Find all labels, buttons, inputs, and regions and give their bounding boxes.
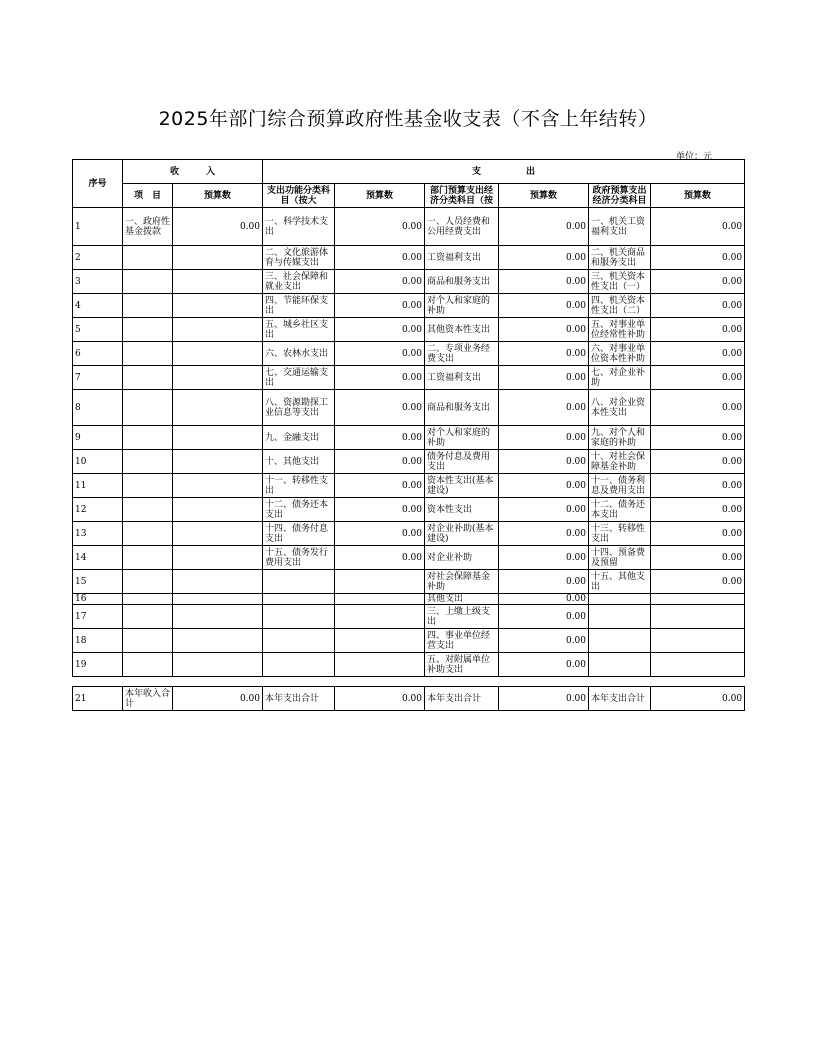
dept-item: 其他支出 <box>425 594 499 605</box>
func-item: 四、节能环保支出 <box>263 294 335 318</box>
func-item: 一、科学技术支出 <box>263 208 335 246</box>
dept-amount: 0.00 <box>499 342 589 366</box>
dept-item: 对社会保障基金补助 <box>425 570 499 594</box>
gov-amount: 0.00 <box>651 270 745 294</box>
func-amount: 0.00 <box>335 366 425 390</box>
table-row <box>73 498 745 522</box>
gov-amount: 0.00 <box>651 318 745 342</box>
total-row <box>73 687 745 711</box>
gov-amount <box>651 629 745 653</box>
row-seq: 4 <box>73 294 123 318</box>
income-item <box>123 594 173 605</box>
total-row-seq: 21 <box>73 687 123 711</box>
income-item <box>123 294 173 318</box>
dept-amount: 0.00 <box>499 208 589 246</box>
header-item: 项 目 <box>123 184 173 208</box>
income-item <box>123 474 173 498</box>
income-amount <box>173 498 263 522</box>
dept-amount: 0.00 <box>499 246 589 270</box>
dept-amount: 0.00 <box>499 546 589 570</box>
func-item: 二、文化旅游体育与传媒支出 <box>263 246 335 270</box>
gov-item <box>589 629 651 653</box>
dept-item: 对企业补助 <box>425 546 499 570</box>
dept-item: 债务付息及费用支出 <box>425 450 499 474</box>
income-amount <box>173 474 263 498</box>
row-seq: 19 <box>73 653 123 677</box>
func-amount: 0.00 <box>335 450 425 474</box>
table-body <box>73 160 745 711</box>
row-seq: 10 <box>73 450 123 474</box>
func-item: 六、农林水支出 <box>263 342 335 366</box>
table-row <box>73 318 745 342</box>
dept-amount: 0.00 <box>499 294 589 318</box>
table-row <box>73 450 745 474</box>
func-item <box>263 605 335 629</box>
income-item <box>123 366 173 390</box>
gov-amount: 0.00 <box>651 342 745 366</box>
income-item <box>123 426 173 450</box>
header-expense: 支 出 <box>263 160 745 184</box>
table-row <box>73 342 745 366</box>
gov-item: 八、对企业资本性支出 <box>589 390 651 426</box>
gov-amount: 0.00 <box>651 246 745 270</box>
table-row <box>73 629 745 653</box>
func-amount <box>335 653 425 677</box>
unit-label: 单位：元 <box>675 152 712 162</box>
func-amount <box>335 629 425 653</box>
row-seq: 15 <box>73 570 123 594</box>
income-amount <box>173 653 263 677</box>
total-gov-amount: 0.00 <box>651 687 745 711</box>
dept-item: 二、专项业务经费支出 <box>425 342 499 366</box>
gov-amount: 0.00 <box>651 498 745 522</box>
income-item <box>123 270 173 294</box>
income-amount <box>173 246 263 270</box>
income-amount <box>173 450 263 474</box>
dept-amount: 0.00 <box>499 318 589 342</box>
gov-item: 十、对社会保障基金补助 <box>589 450 651 474</box>
gov-amount: 0.00 <box>651 474 745 498</box>
total-income-amount: 0.00 <box>173 687 263 711</box>
gov-item: 十五、其他支出 <box>589 570 651 594</box>
dept-item: 一、人员经费和公用经费支出 <box>425 208 499 246</box>
table-row <box>73 294 745 318</box>
gov-amount: 0.00 <box>651 450 745 474</box>
func-item: 十、其他支出 <box>263 450 335 474</box>
dept-amount: 0.00 <box>499 594 589 605</box>
func-amount <box>335 605 425 629</box>
func-item <box>263 629 335 653</box>
income-item <box>123 246 173 270</box>
dept-amount: 0.00 <box>499 522 589 546</box>
gov-amount: 0.00 <box>651 570 745 594</box>
dept-amount: 0.00 <box>499 474 589 498</box>
dept-amount: 0.00 <box>499 366 589 390</box>
row-seq: 14 <box>73 546 123 570</box>
gov-amount: 0.00 <box>651 426 745 450</box>
row-seq: 3 <box>73 270 123 294</box>
func-item: 十一、转移性支出 <box>263 474 335 498</box>
dept-item: 商品和服务支出 <box>425 390 499 426</box>
gov-item <box>589 594 651 605</box>
income-item <box>123 522 173 546</box>
income-amount <box>173 342 263 366</box>
func-amount: 0.00 <box>335 294 425 318</box>
gov-amount <box>651 653 745 677</box>
table-row <box>73 522 745 546</box>
spacer-row <box>73 677 745 687</box>
table-row <box>73 570 745 594</box>
income-item <box>123 498 173 522</box>
func-item: 五、城乡社区支出 <box>263 318 335 342</box>
income-amount <box>173 318 263 342</box>
func-item: 三、社会保障和就业支出 <box>263 270 335 294</box>
row-seq: 6 <box>73 342 123 366</box>
func-amount: 0.00 <box>335 522 425 546</box>
dept-item: 对个人和家庭的补助 <box>425 426 499 450</box>
gov-amount: 0.00 <box>651 390 745 426</box>
dept-amount: 0.00 <box>499 570 589 594</box>
func-item: 十五、债务发行费用支出 <box>263 546 335 570</box>
income-item <box>123 342 173 366</box>
table-row <box>73 474 745 498</box>
income-amount <box>173 390 263 426</box>
dept-amount: 0.00 <box>499 605 589 629</box>
gov-item <box>589 605 651 629</box>
func-amount: 0.00 <box>335 474 425 498</box>
total-dept-item: 本年支出合计 <box>425 687 499 711</box>
dept-item: 三、上缴上级支出 <box>425 605 499 629</box>
gov-item: 一、机关工资福利支出 <box>589 208 651 246</box>
table-row <box>73 390 745 426</box>
income-amount <box>173 594 263 605</box>
header-budget-gov: 预算数 <box>651 184 745 208</box>
row-seq: 2 <box>73 246 123 270</box>
dept-amount: 0.00 <box>499 450 589 474</box>
row-seq: 12 <box>73 498 123 522</box>
gov-amount: 0.00 <box>651 208 745 246</box>
func-item <box>263 653 335 677</box>
dept-item: 其他资本性支出 <box>425 318 499 342</box>
func-amount <box>335 594 425 605</box>
header-budget-func: 预算数 <box>335 184 425 208</box>
table-row <box>73 653 745 677</box>
income-amount <box>173 270 263 294</box>
dept-amount: 0.00 <box>499 653 589 677</box>
row-seq: 7 <box>73 366 123 390</box>
header-budget-income: 预算数 <box>173 184 263 208</box>
gov-amount <box>651 605 745 629</box>
gov-item: 二、机关商品和服务支出 <box>589 246 651 270</box>
header-gov-econ: 政府预算支出经济分类科目 <box>589 184 651 208</box>
func-amount: 0.00 <box>335 270 425 294</box>
dept-amount: 0.00 <box>499 629 589 653</box>
total-gov-item: 本年支出合计 <box>589 687 651 711</box>
income-amount: 0.00 <box>173 208 263 246</box>
func-item: 八、资源勘探工业信息等支出 <box>263 390 335 426</box>
spacer-cell <box>73 677 745 687</box>
row-seq: 16 <box>73 594 123 605</box>
table-row <box>73 270 745 294</box>
gov-amount: 0.00 <box>651 366 745 390</box>
func-item: 十二、债务还本支出 <box>263 498 335 522</box>
dept-item: 商品和服务支出 <box>425 270 499 294</box>
header-func-class: 支出功能分类科目（按大 <box>263 184 335 208</box>
income-amount <box>173 294 263 318</box>
gov-item: 九、对个人和家庭的补助 <box>589 426 651 450</box>
dept-item: 对个人和家庭的补助 <box>425 294 499 318</box>
total-dept-amount: 0.00 <box>499 687 589 711</box>
table-row <box>73 208 745 246</box>
dept-amount: 0.00 <box>499 498 589 522</box>
header-seq: 序号 <box>73 160 123 208</box>
header-income: 收 入 <box>123 160 263 184</box>
row-seq: 17 <box>73 605 123 629</box>
func-amount: 0.00 <box>335 208 425 246</box>
func-amount: 0.00 <box>335 318 425 342</box>
gov-amount: 0.00 <box>651 522 745 546</box>
gov-item: 十一、债务利息及费用支出 <box>589 474 651 498</box>
income-item <box>123 450 173 474</box>
table-row <box>73 246 745 270</box>
gov-item: 四、机关资本性支出（二） <box>589 294 651 318</box>
gov-item: 七、对企业补助 <box>589 366 651 390</box>
gov-item: 十三、转移性支出 <box>589 522 651 546</box>
func-amount: 0.00 <box>335 498 425 522</box>
income-amount <box>173 629 263 653</box>
func-amount: 0.00 <box>335 390 425 426</box>
dept-item: 工资福利支出 <box>425 246 499 270</box>
gov-item: 十二、债务还本支出 <box>589 498 651 522</box>
func-item: 十四、债务付息支出 <box>263 522 335 546</box>
dept-amount: 0.00 <box>499 426 589 450</box>
gov-item <box>589 653 651 677</box>
gov-amount: 0.00 <box>651 294 745 318</box>
row-seq: 5 <box>73 318 123 342</box>
dept-amount: 0.00 <box>499 390 589 426</box>
income-amount <box>173 366 263 390</box>
gov-item: 五、对事业单位经常性补助 <box>589 318 651 342</box>
table-row <box>73 366 745 390</box>
func-item: 七、交通运输支出 <box>263 366 335 390</box>
row-seq: 1 <box>73 208 123 246</box>
dept-amount: 0.00 <box>499 270 589 294</box>
income-amount <box>173 546 263 570</box>
row-seq: 8 <box>73 390 123 426</box>
dept-item: 四、事业单位经营支出 <box>425 629 499 653</box>
gov-item: 十四、预备费及预留 <box>589 546 651 570</box>
income-amount <box>173 605 263 629</box>
row-seq: 11 <box>73 474 123 498</box>
budget-table <box>72 159 745 711</box>
header-dept-econ: 部门预算支出经济分类科目（按 <box>425 184 499 208</box>
income-item <box>123 629 173 653</box>
dept-item: 资本性支出 <box>425 498 499 522</box>
gov-amount <box>651 594 745 605</box>
income-item <box>123 605 173 629</box>
dept-item: 资本性支出(基本建设) <box>425 474 499 498</box>
income-item: 一、政府性基金拨款 <box>123 208 173 246</box>
row-seq: 9 <box>73 426 123 450</box>
income-amount <box>173 426 263 450</box>
dept-item: 对企业补助(基本建设) <box>425 522 499 546</box>
gov-item: 三、机关资本性支出（一） <box>589 270 651 294</box>
page-title: 2025年部门综合预算政府性基金收支表（不含上年结转） <box>158 108 658 130</box>
income-item <box>123 390 173 426</box>
header-budget-dept: 预算数 <box>499 184 589 208</box>
dept-item: 五、对附属单位补助支出 <box>425 653 499 677</box>
income-item <box>123 653 173 677</box>
header-row-2 <box>73 184 745 208</box>
row-seq: 18 <box>73 629 123 653</box>
func-amount: 0.00 <box>335 342 425 366</box>
func-item: 九、金融支出 <box>263 426 335 450</box>
income-item <box>123 546 173 570</box>
func-amount: 0.00 <box>335 246 425 270</box>
header-row-1 <box>73 160 745 184</box>
total-func-amount: 0.00 <box>335 687 425 711</box>
dept-item: 工资福利支出 <box>425 366 499 390</box>
func-amount: 0.00 <box>335 546 425 570</box>
income-item <box>123 318 173 342</box>
income-amount <box>173 570 263 594</box>
income-amount <box>173 522 263 546</box>
total-income-item: 本年收入合计 <box>123 687 173 711</box>
total-func-item: 本年支出合计 <box>263 687 335 711</box>
income-item <box>123 570 173 594</box>
gov-amount: 0.00 <box>651 546 745 570</box>
row-seq: 13 <box>73 522 123 546</box>
func-item <box>263 594 335 605</box>
table-row <box>73 594 745 605</box>
table-row <box>73 605 745 629</box>
gov-item: 六、对事业单位资本性补助 <box>589 342 651 366</box>
func-amount: 0.00 <box>335 426 425 450</box>
func-amount <box>335 570 425 594</box>
func-item <box>263 570 335 594</box>
table-row <box>73 546 745 570</box>
table-row <box>73 426 745 450</box>
